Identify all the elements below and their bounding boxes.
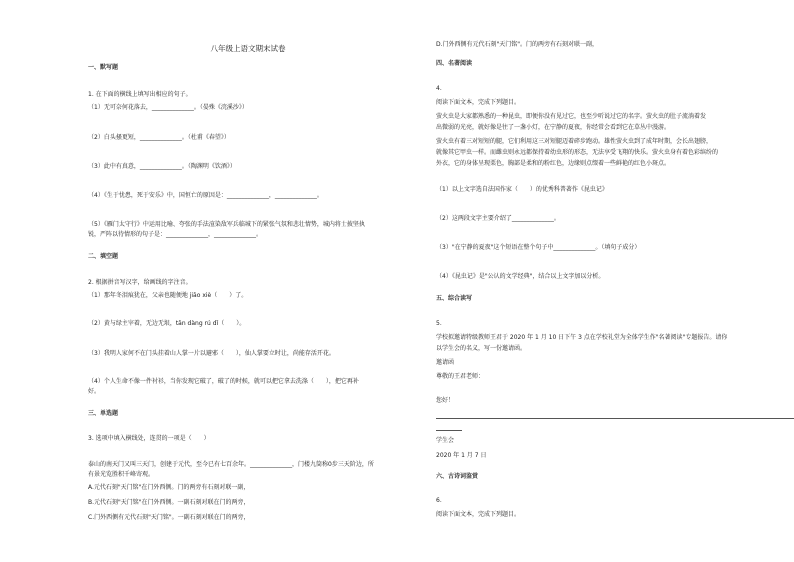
question-item: （2）白头搔更短，______________。（杜甫《春望》） <box>88 134 230 141</box>
question-passage: 有景光览胜积千峰寄观。 <box>88 471 155 478</box>
question-intro: 2. 根据拼音写汉字，给画线的字注音。 <box>88 279 192 286</box>
section-heading: 六、古诗词鉴赏 <box>436 473 479 480</box>
question-item: （2）黄与绿主宰着，无边无垠，tān dàng rú dǐ（ ）。 <box>88 320 246 327</box>
option-a: A.元代石刻"天门铭"在门外西侧。门的两旁有石刻对联一副， <box>88 484 250 491</box>
question-passage: 泰山的南天门又叫三天门，创建于元代，至今已有七百余年。______________，门楼九筒称0步三天阶边，所 <box>88 461 374 468</box>
passage-line: 就像其它甲虫一样。而雌虫则永远都保持着幼虫形的形态，无法享受飞翔的快乐。萤火虫身有着色彩缤纷的 <box>436 149 719 156</box>
question-number: 5. <box>436 320 442 327</box>
passage-line: 萤火虫有着三对短短的腿，它们利用这三对短腿迈着碎步跑动。雄性萤火虫到了成年时期，会长出翅膀， <box>436 138 713 145</box>
question-item: （1）那年冬泪痕犹在，父亲也随便地 jiāo xiè（ ）了。 <box>88 292 248 299</box>
left-column <box>88 0 408 562</box>
question-item: （3）我明人家何不在门头挂着山人掌一片以避邪（ ），仙人掌要立时让，尚能存活开花。 <box>88 350 335 357</box>
question-item: （1）无可奈何花落去，______________。（晏殊《浣溪沙》） <box>88 104 248 111</box>
section-heading: 五、综合读写 <box>436 295 473 302</box>
question-item: 好。 <box>88 388 101 395</box>
section-heading: 四、名著阅读 <box>436 60 473 67</box>
section-heading: 二、填空题 <box>88 253 119 260</box>
question-item: （4）《生于忧患，死于安乐》中，国恒亡的原因是：______________，______________。 <box>88 192 323 199</box>
option-d: D.门外西侧有元代石刻"天门铭"。门的两旁有石刻对联一副， <box>436 41 599 48</box>
question-item: （4）个人生命不像一件衬衫，当你发现它破了，破了的时候，就可以把它拿去洗涤（ ），把它再补 <box>88 378 359 385</box>
question-item: （3）此中有真意，______________。（陶渊明《饮酒》） <box>88 163 236 170</box>
answer-line-short <box>436 430 462 431</box>
passage-line: 萤火虫是大家都熟悉的一种昆虫，即便你没有见过它，也至少听说过它的名字。萤火虫的肚子流淌着发 <box>436 113 707 120</box>
passage-line: 出微弱的光亮，就好像是往了一盏小灯，在宁静的夏夜，你经常会看到它在草丛中漫游。 <box>436 124 671 131</box>
question-number: 4. <box>436 85 442 92</box>
invitation-hello: 您好！ <box>436 397 455 404</box>
option-c: C.门外西侧有元代石刻"天门铭"。一副石刻对联在门的两旁， <box>88 514 250 521</box>
question-item: （3）"在宁静的夏夜"这个短语在整个句子中______________。（填句子成分） <box>436 244 641 251</box>
question-item: （1）以上文字选自法国作家（ ）的优秀科普著作《昆虫记》 <box>436 186 608 193</box>
question-number: 6. <box>436 497 442 504</box>
section-heading: 三、单选题 <box>88 410 119 417</box>
question-intro: 1. 在下面的横线上填写出相应的句子。 <box>88 91 192 98</box>
exam-title: 八年级上语文期末试卷 <box>210 44 286 53</box>
invitation-greeting: 尊敬的王君老师： <box>436 373 485 380</box>
question-passage: 学校拟邀请特级教师王君于 2020 年 1 月 10 日下午 3 点在学校礼堂为全体学生作"名著阅读"专题报告。请你 <box>436 334 728 341</box>
question-item: （2）这两段文字主要介绍了______________。 <box>436 215 560 222</box>
option-b: B.元代石刻"天门铭"在门外西侧。一副石刻对联在门的两旁， <box>88 499 250 506</box>
passage-line: 外衣，它的身体呈现栗色，胸部是柔和的粉红色，边缘则点缀着一些鲜艳的红色小斑点。 <box>436 160 671 167</box>
question-intro: 阅读下面文本，完成下列题目。 <box>436 99 521 106</box>
question-intro: 3. 选项中填入横线处，连贯的一项是（ ） <box>88 435 210 442</box>
invitation-signature: 学生会 <box>436 437 455 444</box>
section-heading: 一、默写题 <box>88 64 119 71</box>
invitation-title: 邀请函 <box>436 359 455 366</box>
question-item: （5）《雁门太守行》中运用比喻、夸张的手法渲染敌军兵临城下的紧张气氛和悲壮情势，城内将士披坚执 <box>88 221 365 228</box>
question-intro: 阅读下面文本，完成下列题目。 <box>436 511 521 518</box>
right-column <box>436 0 794 562</box>
invitation-date: 2020 年 1 月 7 日 <box>436 452 487 459</box>
question-passage: 以学生会的名义，写一份邀请函。 <box>436 345 527 352</box>
question-item: 锐，严阵以待情形的句子是：______________，______________。 <box>88 231 263 238</box>
question-item: （4）《昆虫记》是"公认的文学经典"，结合以上文字加以分析。 <box>436 273 605 280</box>
answer-line <box>436 418 794 419</box>
